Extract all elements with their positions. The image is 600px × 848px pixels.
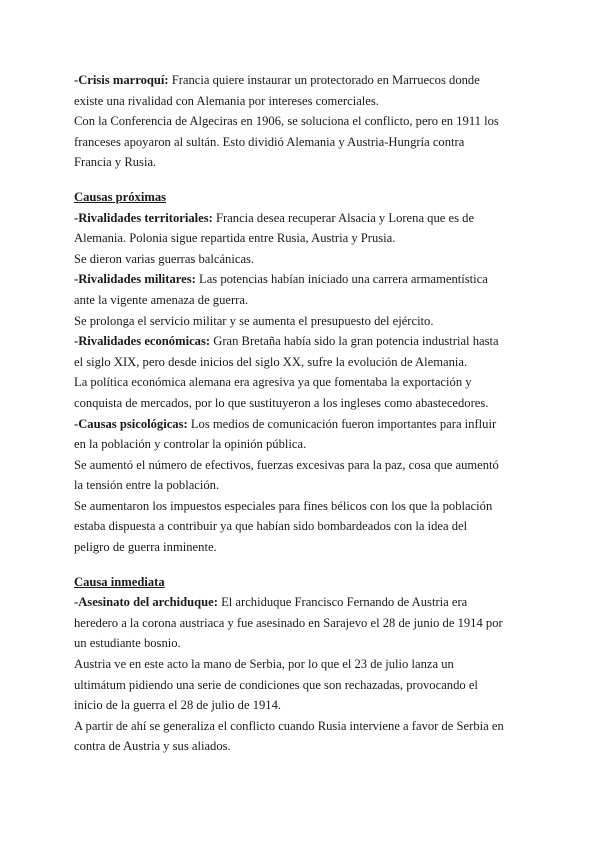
text-span: El archiduque Francisco Fernando de Austria era xyxy=(217,595,468,610)
text-line xyxy=(74,208,534,229)
text-line: peligro de guerra inminente. xyxy=(74,540,217,555)
text-line: Austria ve en este acto la mano de Serbia, por lo que el 23 de julio lanza un xyxy=(74,657,454,672)
text-line: contra de Austria y sus aliados. xyxy=(74,739,231,754)
text-line: Se aumentó el número de efectivos, fuerzas excesivas para la paz, cosa que aumentó xyxy=(74,457,499,472)
text-line: inicio de la guerra el 28 de julio de 1914. xyxy=(74,698,282,713)
text-line: la tensión entre la población. xyxy=(74,478,220,493)
rivalidades-economicas-label: -Rivalidades económicas: xyxy=(74,334,211,349)
text-line xyxy=(74,70,534,91)
rivalidades-territoriales-label: -Rivalidades territoriales: xyxy=(74,210,213,225)
text-line xyxy=(74,592,534,613)
text-line: A partir de ahí se generaliza el conflicto cuando Rusia interviene a favor de Serbia en xyxy=(74,718,504,733)
rivalidades-militares-label: -Rivalidades militares: xyxy=(74,272,196,287)
causas-psicologicas-label: -Causas psicológicas: xyxy=(74,416,188,431)
text-line: Con la Conferencia de Algeciras en 1906, se soluciona el conflicto, pero en 1911 los xyxy=(74,114,499,129)
text-line: franceses apoyaron al sultán. Esto dividió Alemania y Austria-Hungría contra xyxy=(74,134,465,149)
causa-inmediata-section xyxy=(74,572,534,757)
text-line: existe una rivalidad con Alemania por intereses comerciales. xyxy=(74,93,379,108)
text-line: el siglo XIX, pero desde inicios del siglo XX, sufre la evolución de Alemania. xyxy=(74,354,468,369)
text-line: heredero a la corona austriaca y fue asesinado en Sarajevo el 28 de junio de 1914 por xyxy=(74,615,503,630)
text-line: un estudiante bosnio. xyxy=(74,636,181,651)
algeciras-paragraph xyxy=(74,111,534,173)
text-line: Alemania. Polonia sigue repartida entre Rusia, Austria y Prusia. xyxy=(74,231,396,246)
text-line: en la población y controlar la opinión pública. xyxy=(74,437,307,452)
text-line: Se prolonga el servicio militar y se aumenta el presupuesto del ejército. xyxy=(74,313,434,328)
text-span: Las potencias habían iniciado una carrera armamentística xyxy=(195,272,488,287)
asesinato-archiduque-label: -Asesinato del archiduque: xyxy=(74,595,218,610)
document-page xyxy=(74,70,534,757)
text-line: La política económica alemana era agresiva ya que fomentaba la exportación y xyxy=(74,375,472,390)
text-line: Francia y Rusia. xyxy=(74,155,157,170)
text-line: Se aumentaron los impuestos especiales para fines bélicos con los que la población xyxy=(74,498,493,513)
section-gap xyxy=(74,558,534,572)
text-line: Se dieron varias guerras balcánicas. xyxy=(74,251,255,266)
text-line: ante la vigente amenaza de guerra. xyxy=(74,292,249,307)
section-gap xyxy=(74,173,534,187)
text-span: Los medios de comunicación fueron importantes para influir xyxy=(187,416,497,431)
text-line xyxy=(74,331,534,352)
crisis-marroqui-paragraph xyxy=(74,70,534,111)
text-line xyxy=(74,414,534,435)
text-line xyxy=(74,269,534,290)
text-line: estaba dispuesta a contribuir ya que habían sido bombardeados con la idea del xyxy=(74,519,468,534)
text-span: Francia quiere instaurar un protectorado en Marruecos donde xyxy=(168,73,480,87)
text-span: Francia desea recuperar Alsacia y Lorena que es de xyxy=(212,210,475,225)
causa-inmediata-heading: Causa inmediata xyxy=(74,574,165,589)
crisis-marroqui-label: -Crisis marroquí: xyxy=(74,73,169,87)
text-line: ultimátum pidiendo una serie de condiciones que son rechazadas, provocando el xyxy=(74,677,478,692)
text-span: Gran Bretaña había sido la gran potencia industrial hasta xyxy=(210,334,499,349)
causas-proximas-section xyxy=(74,187,534,558)
text-line: conquista de mercados, por lo que sustituyeron a los ingleses como abastecedores. xyxy=(74,395,489,410)
causas-proximas-heading: Causas próximas xyxy=(74,189,167,204)
